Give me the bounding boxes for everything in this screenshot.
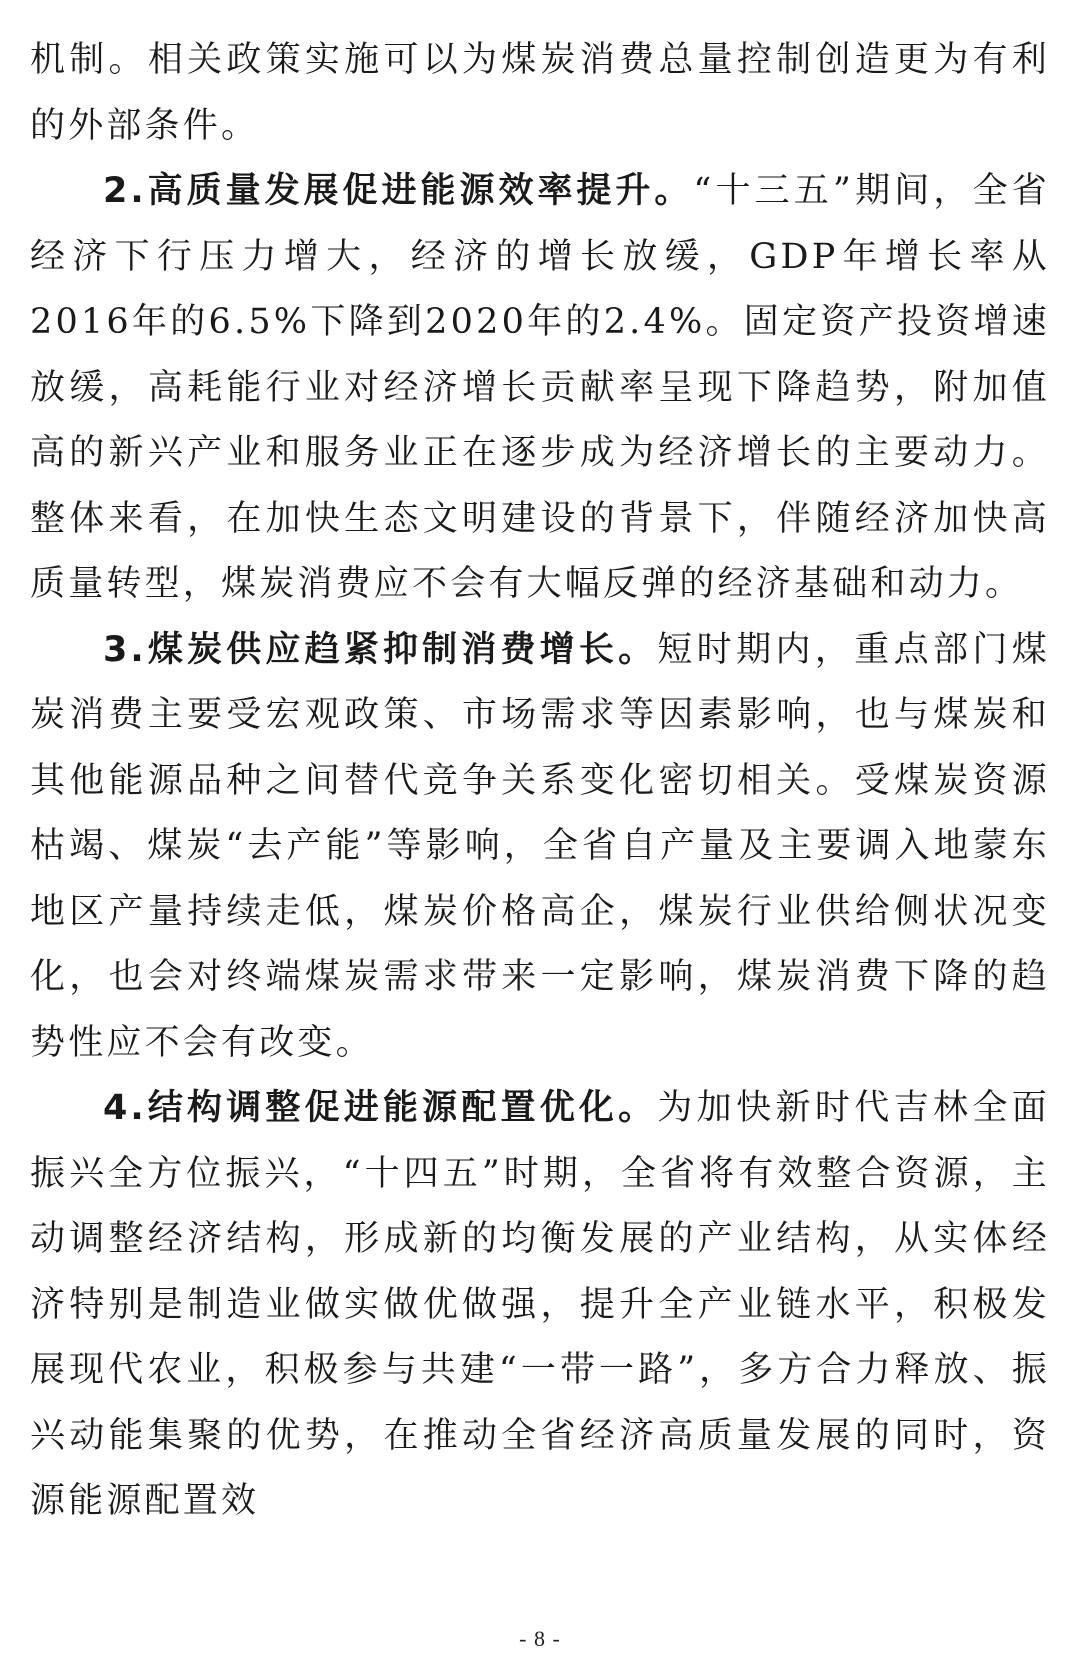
paragraph-heading: 2.高质量发展促进能源效率提升。 xyxy=(103,171,694,211)
paragraph-efficiency xyxy=(30,159,1050,618)
paragraph-heading: 3.煤炭供应趋紧抑制消费增长。 xyxy=(103,629,658,670)
page-number: - 8 - xyxy=(519,1626,561,1651)
paragraph-text: 为加快新时代吉林全面振兴全方位振兴，“十四五”时期，全省将有效整合资源，主动调整经济结构，形成新的均衡发展的产业结构，从实体经济特别是制造业做实做优做强，提升全产业链水平，积极发展现代农业，积极参与共建“一带一路”，多方合力释放、振兴动能集聚的优势，在推动全省经济高质量发展的同时，资源能源配置效 xyxy=(30,1088,1050,1521)
paragraph-text: “十三五”期间，全省经济下行压力增大，经济的增长放缓，GDP年增长率从2016年的6.5%下降到2020年的2.4%。固定资产投资增速放缓，高耗能行业对经济增长贡献率呈现下降趋势，附加值高的新兴产业和服务业正在逐步成为经济增长的主要动力。整体来看，在加快生态文明建设的背景下，伴随经济加快高质量转型，煤炭消费应不会有大幅反弹的经济基础和动力。 xyxy=(30,171,1050,604)
paragraph-heading: 4.结构调整促进能源配置优化。 xyxy=(103,1088,658,1128)
paragraph-supply xyxy=(30,618,1050,1077)
paragraph-text: 机制。相关政策实施可以为煤炭消费总量控制创造更为有利的外部条件。 xyxy=(30,40,1050,146)
paragraph-structure xyxy=(30,1076,1050,1535)
document-body xyxy=(30,28,1050,1535)
paragraph-continuation xyxy=(30,28,1050,159)
paragraph-text: 短时期内，重点部门煤炭消费主要受宏观政策、市场需求等因素影响，也与煤炭和其他能源品种之间替代竞争关系变化密切相关。受煤炭资源枯竭、煤炭“去产能”等影响，全省自产量及主要调入地蒙东地区产量持续走低，煤炭价格高企，煤炭行业供给侧状况变化，也会对终端煤炭需求带来一定影响，煤炭消费下降的趋势性应不会有改变。 xyxy=(30,629,1050,1063)
